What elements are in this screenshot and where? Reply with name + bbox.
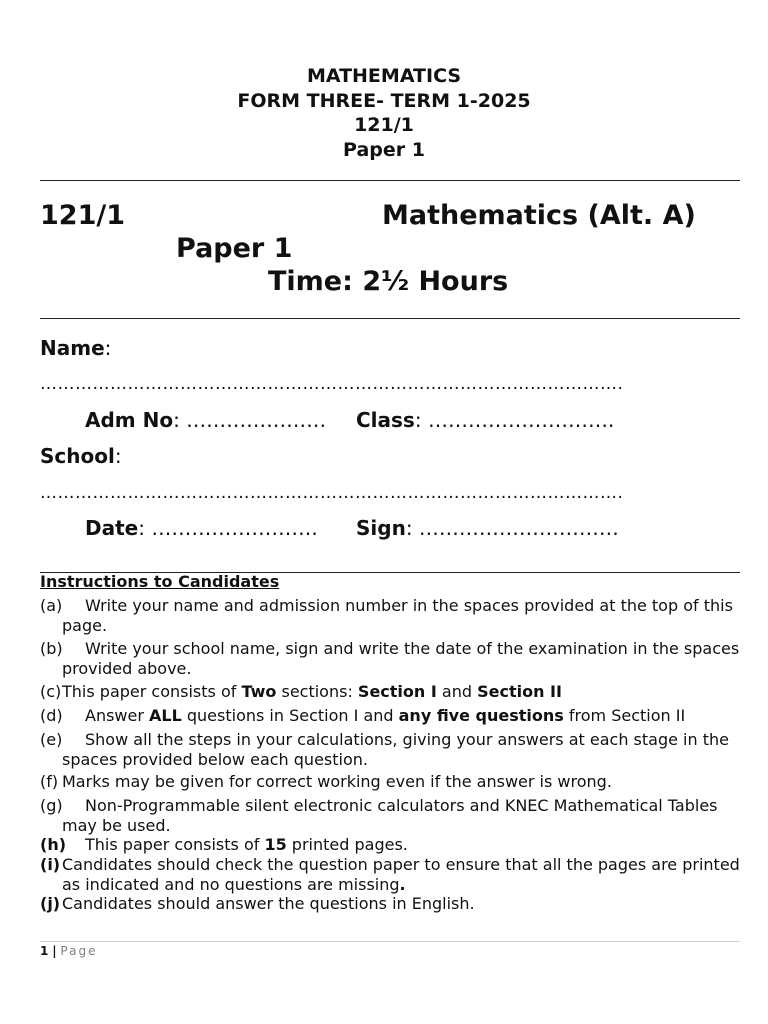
instruction-marker: (j) xyxy=(40,894,61,913)
instruction-bold-text: any five questions xyxy=(398,706,564,725)
instruction-text: sections: xyxy=(276,682,358,701)
instruction-text: This paper consists of xyxy=(62,682,242,701)
page-label: Page xyxy=(60,944,98,958)
instruction-marker: (c) xyxy=(40,682,62,701)
school-label: School xyxy=(40,444,115,468)
date-field xyxy=(85,516,318,540)
instruction-marker: (b) xyxy=(40,639,63,658)
title-time: Time: 2½ Hours xyxy=(268,266,509,297)
instruction-c xyxy=(40,682,740,702)
instruction-text: Non-Programmable silent electronic calculators and KNEC Mathematical Tables may be used. xyxy=(62,796,718,835)
instruction-i xyxy=(40,855,740,895)
instruction-a xyxy=(40,596,740,636)
instruction-text: printed pages. xyxy=(286,835,408,854)
instruction-d xyxy=(40,706,740,726)
title-subject: Mathematics (Alt. A) xyxy=(382,200,696,231)
instruction-text: questions in Section I and xyxy=(181,706,399,725)
sign-dotted-line[interactable]: : ………………………… xyxy=(405,516,619,540)
title-code: 121/1 xyxy=(40,200,126,231)
instruction-text: and xyxy=(436,682,478,701)
instruction-marker: (a) xyxy=(40,596,63,615)
instruction-text: Write your name and admission number in the spaces provided at the top of this page. xyxy=(62,596,733,635)
instruction-text: This paper consists of xyxy=(85,835,265,854)
instruction-marker: (i) xyxy=(40,855,61,874)
name-field xyxy=(40,336,111,360)
instruction-text: from Section II xyxy=(563,706,686,725)
instruction-bold-text: ALL xyxy=(149,706,182,725)
name-colon: : xyxy=(104,336,112,360)
instruction-bold-text: 15 xyxy=(264,835,287,854)
adm-no-dotted-line[interactable]: : ………………… xyxy=(173,408,327,432)
footer-separator: | xyxy=(52,944,57,958)
class-dotted-line[interactable]: : ………………………. xyxy=(414,408,615,432)
instruction-marker: (g) xyxy=(40,796,63,815)
name-label: Name xyxy=(40,336,105,360)
page-footer xyxy=(40,944,97,958)
instruction-marker: (f) xyxy=(40,772,59,791)
instruction-g xyxy=(40,796,740,836)
instruction-text: Show all the steps in your calculations, giving your answers at each stage in the spaces provided below each question. xyxy=(62,730,729,769)
instruction-bold-text: Section II xyxy=(477,682,562,701)
divider-top xyxy=(40,180,740,181)
title-paper: Paper 1 xyxy=(176,233,293,264)
header-paper: Paper 1 xyxy=(343,138,425,161)
adm-no-label: Adm No xyxy=(85,408,174,432)
instruction-marker: (e) xyxy=(40,730,63,749)
instructions-title: Instructions to Candidates xyxy=(40,572,280,591)
instruction-text: Write your school name, sign and write the date of the examination in the spaces provided above. xyxy=(62,639,740,678)
date-label: Date xyxy=(85,516,139,540)
school-field xyxy=(40,444,122,468)
adm-no-field xyxy=(85,408,326,432)
divider-middle xyxy=(40,318,740,319)
instruction-bold-text: Section I xyxy=(357,682,437,701)
instruction-marker: (h) xyxy=(40,835,67,854)
instruction-text: Candidates should check the question paper to ensure that all the pages are printed as indicated and no questions are missing xyxy=(62,855,740,894)
class-label: Class xyxy=(356,408,415,432)
header-code: 121/1 xyxy=(354,114,414,136)
footer-divider xyxy=(40,941,740,942)
instruction-text: Answer xyxy=(85,706,150,725)
sign-label: Sign xyxy=(356,516,406,540)
sign-field xyxy=(356,516,619,540)
instruction-text: Candidates should answer the questions in English. xyxy=(62,894,475,913)
name-dotted-line[interactable]: ………………………………………………………………………………………. xyxy=(40,374,624,394)
date-dotted-line[interactable]: : ……………………. xyxy=(138,516,318,540)
instruction-j xyxy=(40,894,740,914)
instruction-e xyxy=(40,730,740,770)
instruction-marker: (d) xyxy=(40,706,63,725)
page-number: 1 xyxy=(40,944,49,958)
header-subject: MATHEMATICS xyxy=(306,65,462,87)
instruction-bold-text: . xyxy=(399,875,406,894)
exam-header xyxy=(0,64,768,162)
instruction-h xyxy=(40,835,740,855)
class-field xyxy=(356,408,614,432)
instruction-f xyxy=(40,772,740,792)
header-form-term: FORM THREE- TERM 1-2025 xyxy=(237,89,531,112)
instruction-text: Marks may be given for correct working even if the answer is wrong. xyxy=(62,772,612,791)
instruction-bold-text: Two xyxy=(241,682,277,701)
school-dotted-line[interactable]: ………………………………………………………………………………………. xyxy=(40,483,624,503)
school-colon: : xyxy=(114,444,122,468)
instruction-b xyxy=(40,639,740,679)
